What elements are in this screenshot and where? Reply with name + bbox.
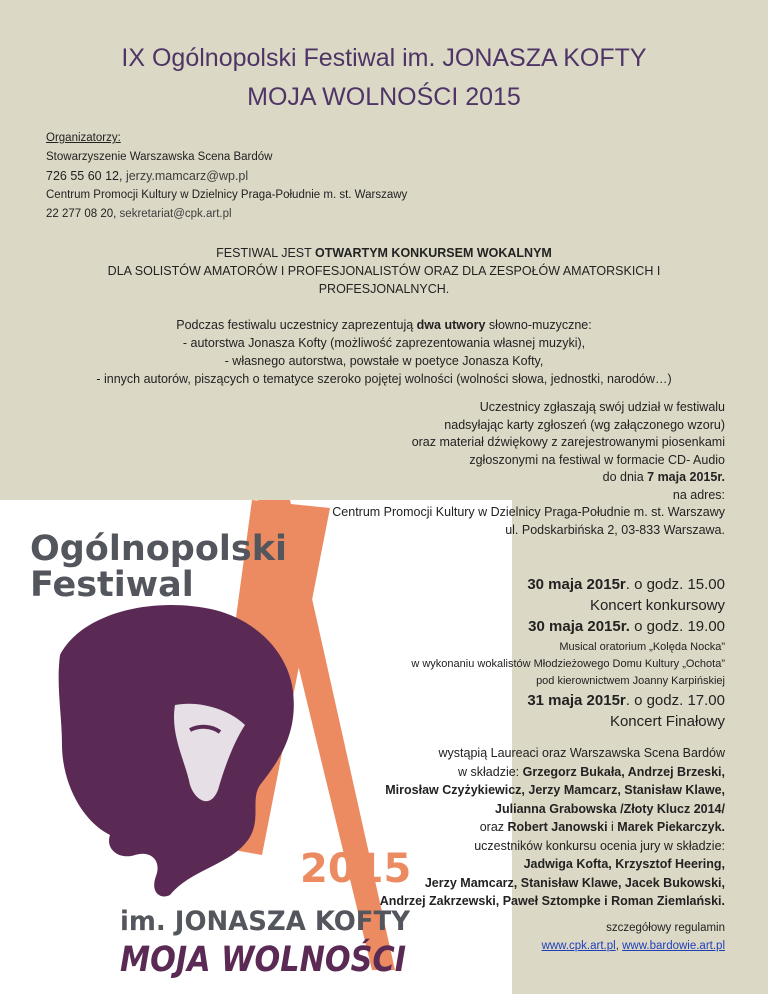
poster-name: im. JONASZA KOFTY — [120, 906, 411, 937]
final-line2-names: Grzegorz Bukała, Andrzej Brzeski, — [522, 764, 725, 779]
submission-line2: nadsyłając karty zgłoszeń (wg załączonego wzoru) — [444, 417, 725, 432]
contest-line1-bold: OTWARTYM KONKURSEM WOKALNYM — [315, 246, 552, 260]
schedule-day3-date: 31 maja 2015r — [527, 692, 626, 709]
rules-link-bardowie[interactable]: www.bardowie.art.pl — [622, 939, 725, 952]
poster-motto: MOJA WOLNOŚCI — [120, 940, 451, 980]
schedule — [411, 574, 725, 732]
contest-description — [30, 244, 738, 298]
submission-line6: na adres: — [672, 487, 725, 502]
works-intro-bold: dwa utwory — [416, 318, 486, 332]
contest-line1 — [30, 244, 738, 262]
schedule-day1-date: 30 maja 2015r — [527, 576, 626, 593]
schedule-day2-time: o godz. 19.00 — [629, 618, 725, 635]
submission-info — [332, 399, 725, 539]
contest-line2: DLA SOLISTÓW AMATORÓW I PROFESJONALISTÓW ORAZ DLA ZESPOŁÓW AMATORSKICH I — [107, 264, 661, 278]
organizer-2-email[interactable]: sekretariat@cpk.art.pl — [119, 208, 232, 220]
organizer-2-phone: 22 277 08 20, — [46, 208, 117, 220]
final-line4: Julianna Grabowska /Złoty Klucz 2014/ — [495, 801, 725, 816]
rules-label: szczegółowy regulamin — [606, 922, 725, 934]
organizer-1-email[interactable]: jerzy.mamcarz@wp.pl — [125, 169, 249, 183]
organizer-1-contact — [46, 167, 407, 186]
rules-links — [542, 938, 725, 956]
final-line5-name2: Marek Piekarczyk. — [617, 820, 725, 834]
schedule-day2-date: 30 maja 2015r. — [528, 618, 630, 635]
works-intro-end: słowno-muzyczne: — [485, 318, 592, 332]
works-item-2: - własnego autorstwa, powstałe w poetyce Jonasza Kofty, — [224, 354, 544, 368]
final-line3: Mirosław Czyżykiewicz, Jerzy Mamcarz, Stanisław Klawe, — [385, 783, 725, 797]
schedule-day1-time: . o godz. 15.00 — [625, 576, 725, 593]
submission-deadline-date: 7 maja 2015r. — [647, 470, 725, 484]
submission-line4: zgłoszonymi na festiwal w formacie CD- Audio — [469, 452, 725, 467]
jury-heading: uczestników konkursu ocenia jury w składzie: — [474, 838, 725, 853]
final-line5-conj: i — [607, 820, 618, 834]
organizers-block — [46, 129, 407, 224]
submission-line3: oraz materiał dźwiękowy z zarejestrowanymi piosenkami — [411, 435, 725, 449]
musical-line2: w wykonaniu wokalistów Młodzieżowego Domu Kultury „Ochota” — [411, 658, 725, 670]
final-and-jury — [380, 744, 725, 911]
works-intro — [30, 316, 738, 334]
schedule-day3-event: Koncert Finałowy — [609, 713, 725, 730]
final-line2-label: w składzie: — [458, 764, 523, 779]
poster-year: 2015 — [300, 846, 412, 892]
schedule-day1 — [411, 574, 725, 595]
poster-line2: Festiwal — [30, 565, 194, 605]
jury-line3: Andrzej Zakrzewski, Paweł Sztompke i Roman Ziemlański. — [379, 894, 725, 908]
submission-deadline-label: do dnia — [602, 470, 648, 484]
works-description — [30, 316, 738, 388]
works-intro-text: Podczas festiwalu uczestnicy zaprezentują — [176, 318, 417, 332]
page-title-line1: IX Ogólnopolski Festiwal im. JONASZA KOFTY — [121, 44, 647, 72]
musical-line1: Musical oratorium „Kolęda Nocka” — [559, 641, 725, 653]
final-line5-and: oraz — [479, 820, 508, 834]
jury-line1: Jadwiga Kofta, Krzysztof Heering, — [523, 857, 725, 871]
submission-address-2: ul. Podskarbińska 2, 03-833 Warszawa. — [505, 522, 725, 537]
final-line5-name1: Robert Janowski — [507, 820, 608, 834]
final-line5 — [380, 818, 725, 837]
organizer-1-phone: 726 55 60 12, — [46, 169, 123, 183]
contest-line1-text: FESTIWAL JEST — [216, 246, 316, 260]
jury-line2: Jerzy Mamcarz, Stanisław Klawe, Jacek Bukowski, — [424, 875, 725, 890]
poster-line1: Ogólnopolski — [30, 529, 288, 569]
schedule-day3-time: . o godz. 17.00 — [625, 692, 725, 709]
page-title-line2: MOJA WOLNOŚCI 2015 — [247, 83, 521, 111]
schedule-day1-event: Koncert konkursowy — [589, 597, 725, 614]
contest-line3: PROFESJONALNYCH. — [318, 282, 450, 296]
submission-deadline — [332, 469, 725, 487]
final-line2 — [380, 763, 725, 782]
musical-line3: pod kierownictwem Joanny Karpińskiej — [536, 675, 725, 687]
organizer-1: Stowarzyszenie Warszawska Scena Bardów — [46, 151, 273, 163]
rules-link-separator: , — [615, 939, 623, 952]
submission-line1: Uczestnicy zgłaszają swój udział w festiwalu — [479, 400, 725, 414]
rules-link-cpk[interactable]: www.cpk.art.pl — [541, 939, 616, 952]
rules — [542, 920, 725, 955]
organizer-2-contact — [46, 205, 407, 224]
schedule-day3 — [411, 690, 725, 711]
submission-address-1: Centrum Promocji Kultury w Dzielnicy Praga-Południe m. st. Warszawy — [332, 505, 725, 519]
organizer-2: Centrum Promocji Kultury w Dzielnicy Praga-Południe m. st. Warszawy — [46, 189, 408, 201]
works-item-1: - autorstwa Jonasza Kofty (możliwość zaprezentowania własnej muzyki), — [182, 336, 586, 350]
works-item-3: - innych autorów, piszących o tematyce szeroko pojętej wolności (wolności słowa, jednostki, narodów…) — [96, 372, 672, 386]
organizers-heading: Organizatorzy: — [46, 132, 121, 144]
schedule-day2 — [411, 616, 725, 637]
final-line1: wystąpią Laureaci oraz Warszawska Scena Bardów — [438, 746, 725, 760]
